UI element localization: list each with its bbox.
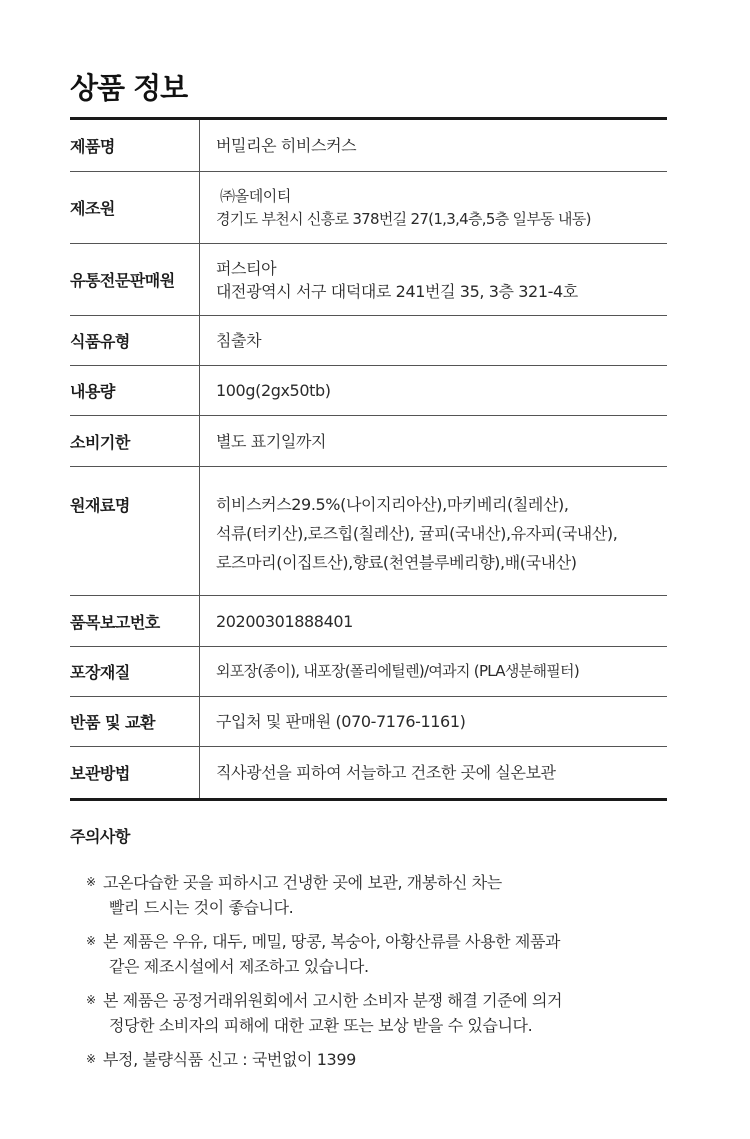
value-line: 직사광선을 피하여 서늘하고 건조한 곳에 실온보관 [216, 763, 556, 782]
row-label: 제품명 [70, 120, 200, 171]
table-row-report-number [70, 596, 667, 647]
row-value [200, 596, 667, 646]
notice-item [86, 988, 686, 1038]
notice-list [86, 870, 686, 1081]
value-line: 침출차 [216, 331, 262, 350]
row-label: 유통전문판매원 [70, 244, 200, 315]
value-line: 구입처 및 판매원 (070-7176-1161) [216, 712, 466, 731]
notice-item [86, 929, 686, 979]
reference-mark-icon: ※ [86, 934, 96, 948]
row-value [200, 316, 667, 365]
table-row-packaging [70, 647, 667, 697]
table-row-distributor [70, 244, 667, 316]
value-line: 히비스커스29.5%(나이지리아산),마키베리(칠레산), [216, 495, 569, 514]
notice-line: 정당한 소비자의 피해에 대한 교환 또는 보상 받을 수 있습니다. [109, 1016, 533, 1035]
row-label: 소비기한 [70, 416, 200, 466]
notice-line: 본 제품은 우유, 대두, 메밀, 땅콩, 복숭아, 아황산류를 사용한 제품과 [103, 932, 561, 951]
row-value [200, 647, 667, 696]
reference-mark-icon: ※ [86, 875, 96, 889]
row-label: 보관방법 [70, 747, 200, 798]
notice-line: 고온다습한 곳을 피하시고 건냉한 곳에 보관, 개봉하신 차는 [103, 873, 502, 892]
row-value [200, 416, 667, 466]
notice-item [86, 870, 686, 920]
value-line: 대전광역시 서구 대덕대로 241번길 35, 3층 321-4호 [216, 281, 578, 301]
table-row-expiry [70, 416, 667, 467]
row-label: 반품 및 교환 [70, 697, 200, 746]
value-line: 퍼스티아 [216, 258, 277, 278]
row-label: 식품유형 [70, 316, 200, 365]
notice-line: 본 제품은 공정거래위원회에서 고시한 소비자 분쟁 해결 기준에 의거 [103, 991, 563, 1010]
table-row-manufacturer [70, 172, 667, 244]
reference-mark-icon: ※ [86, 1052, 96, 1066]
value-line: ㈜올데이티 [220, 186, 291, 205]
row-value [200, 697, 667, 746]
value-line: 외포장(종이), 내포장(폴리에틸렌)/여과지 (PLA생분해필터) [216, 662, 579, 680]
table-row-storage [70, 747, 667, 798]
value-line: 석류(터키산),로즈힙(칠레산), 귤피(국내산),유자피(국내산), [216, 524, 618, 543]
row-value [200, 172, 667, 243]
row-value [200, 366, 667, 415]
value-line: 20200301888401 [216, 611, 353, 631]
notice-line: 부정, 불량식품 신고 : 국번없이 1399 [103, 1050, 356, 1069]
table-row-returns [70, 697, 667, 747]
row-value [200, 120, 667, 171]
row-value [200, 747, 667, 798]
row-label: 원재료명 [70, 467, 200, 595]
row-label: 포장재질 [70, 647, 200, 696]
row-label: 내용량 [70, 366, 200, 415]
reference-mark-icon: ※ [86, 993, 96, 1007]
row-label: 품목보고번호 [70, 596, 200, 646]
table-row-food-type [70, 316, 667, 366]
page-title: 상품 정보 [70, 71, 188, 105]
row-value [200, 467, 667, 595]
table-row-product-name [70, 120, 667, 172]
notice-item [86, 1047, 686, 1072]
value-line: 버밀리온 히비스커스 [216, 136, 357, 155]
value-line: 100g(2gx50tb) [216, 381, 331, 400]
notice-line: 같은 제조시설에서 제조하고 있습니다. [109, 957, 369, 976]
product-info-table [70, 117, 667, 801]
row-label: 제조원 [70, 172, 200, 243]
table-row-net-content [70, 366, 667, 416]
value-line: 별도 표기일까지 [216, 431, 327, 451]
row-value [200, 244, 667, 315]
table-row-ingredients [70, 467, 667, 596]
value-line: 로즈마리(이집트산),향료(천연블루베리향),배(국내산) [216, 553, 577, 572]
notice-line: 빨리 드시는 것이 좋습니다. [109, 898, 294, 917]
value-line: 경기도 부천시 신흥로 378번길 27(1,3,4층,5층 일부동 내동) [216, 209, 591, 228]
notice-title: 주의사항 [70, 827, 130, 846]
